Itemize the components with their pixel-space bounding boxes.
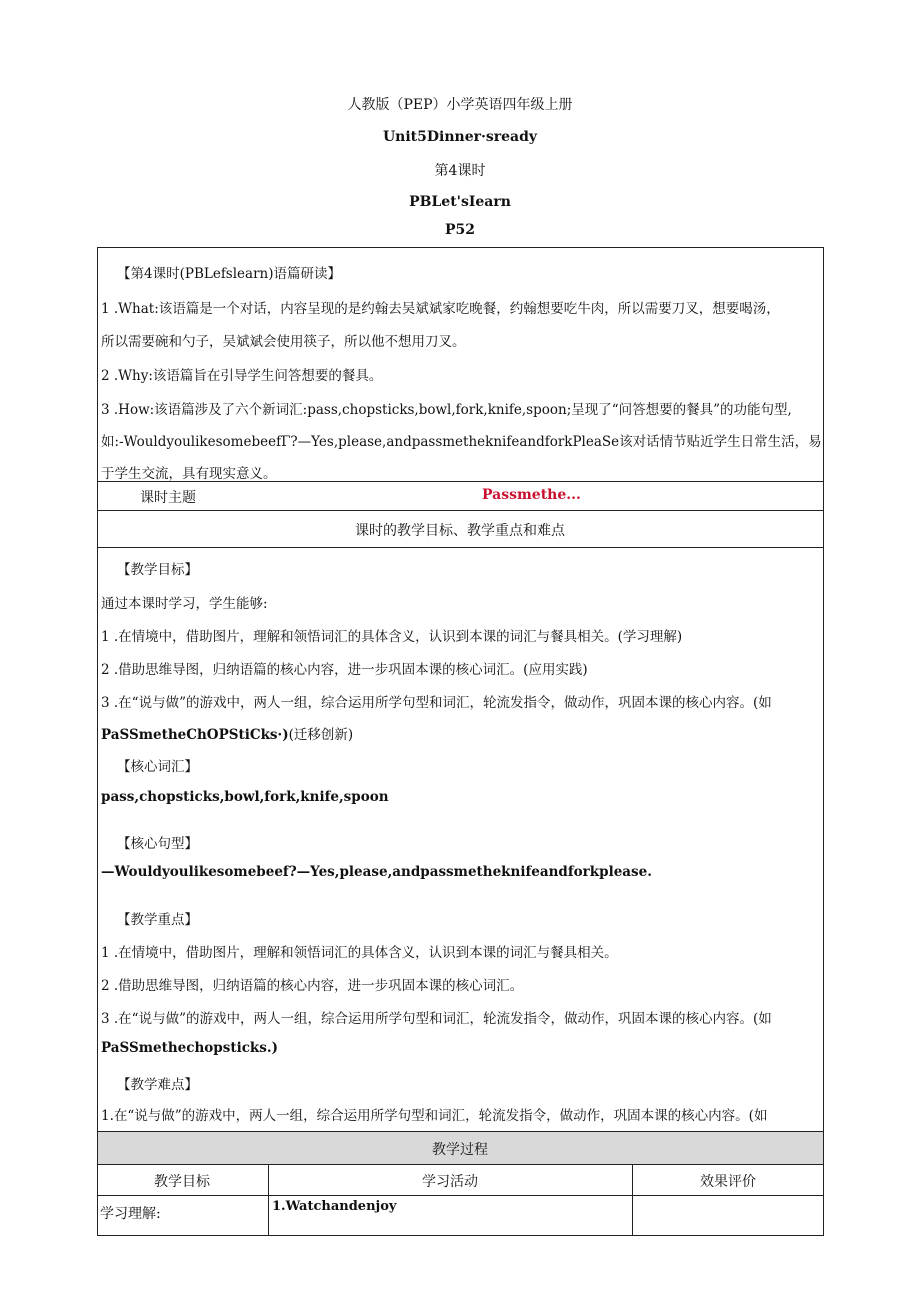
vocab-heading: 【核心词汇】 [117,759,198,775]
page-number: P52 [444,222,475,238]
table-divider [97,547,824,548]
column-header-activity: 学习活动 [422,1174,478,1190]
goal-intro: 通过本课时学习，学生能够: [101,596,268,612]
core-sentence: —Wouldyoulikesomebeef?—Yes,please,andpassmetheknifeandforkplease. [101,864,652,880]
key-item-2: 2 .借助思维导图，归纳语篇的核心内容，进一步巩固本课的核心词汇。 [101,978,524,994]
lesson-part: PBLet'sIearn [409,194,511,210]
objectives-title: 课时的教学目标、教学重点和难点 [355,523,565,539]
goal-item-3-level: (迁移创新) [288,727,354,743]
sentence-heading: 【核心句型】 [117,836,198,852]
table-divider [97,510,824,511]
topic-label: 课时主题 [140,490,196,506]
goal-item-1: 1 .在情境中，借助图片，理解和领悟词汇的具体含义，认识到本课的词汇与餐具相关。(学习理解) [101,629,683,645]
table-divider [97,481,824,482]
difficulty-item-1: 1.在“说与做”的游戏中，两人一组，综合运用所学句型和词汇，轮流发指令，做动作，巩固本课的核心内容。(如 [101,1108,768,1124]
column-separator [632,1164,633,1236]
table-cell-activity: 1.Watchandenjoy [272,1199,397,1214]
analysis-how-line3: 于学生交流，具有现实意义。 [101,466,277,482]
goal-item-3-line1: 3 .在“说与做”的游戏中，两人一组，综合运用所学句型和词汇，轮流发指令，做动作，巩固本课的核心内容。(如 [101,695,772,711]
goal-item-2: 2 .借助思维导图，归纳语篇的核心内容，进一步巩固本课的核心词汇。(应用实践) [101,662,588,678]
table-cell-goal: 学习理解: [100,1206,161,1222]
goal-item-3-example: PaSSmetheChOPStiCks·) [101,727,289,743]
difficulty-heading: 【教学难点】 [117,1077,198,1093]
analysis-what-line2: 所以需要碗和勺子，吴斌斌会使用筷子，所以他不想用刀叉。 [101,334,466,350]
key-heading: 【教学重点】 [117,912,198,928]
document-title: 人教版（PEP）小学英语四年级上册 [347,97,573,113]
lesson-number: 第4课时 [434,163,486,179]
core-vocabulary: pass,chopsticks,bowl,fork,knife,spoon [101,789,389,805]
column-header-evaluation: 效果评价 [700,1174,756,1190]
column-header-goal: 教学目标 [154,1174,210,1190]
key-item-3-line2: PaSSmethechopsticks.) [101,1040,278,1056]
analysis-what-line1: 1 .What:该语篇是一个对话，内容呈现的是约翰去吴斌斌家吃晚餐，约翰想要吃牛肉，所以需要刀叉，想要喝汤， [101,301,780,317]
key-item-3-line1: 3 .在“说与做”的游戏中，两人一组，综合运用所学句型和词汇，轮流发指令，做动作，巩固本课的核心内容。(如 [101,1011,772,1027]
analysis-heading: 【第4课时(PBLefslearn)语篇研读】 [117,266,342,282]
table-divider [97,1195,824,1196]
topic-value: Passmethe... [482,487,581,503]
key-item-1: 1 .在情境中，借助图片，理解和领悟词汇的具体含义，认识到本课的词汇与餐具相关。 [101,945,618,961]
goal-heading: 【教学目标】 [117,562,198,578]
analysis-how-line2: 如:-WouldyoulikesomebeefΓ?—Yes,please,andpassmetheknifeandforkPleaSe该对话情节贴近学生日常生活，易 [101,434,822,450]
column-separator [268,1164,269,1236]
analysis-how-line1: 3 .How:该语篇涉及了六个新词汇:pass,chopsticks,bowl,fork,knife,spoon;呈现了“问答想要的餐具”的功能句型, [101,402,792,418]
unit-title: Unit5Dinner·sready [382,129,538,145]
analysis-why: 2 .Why:该语篇旨在引导学生问答想要的餐具。 [101,368,383,384]
process-title: 教学过程 [432,1142,488,1158]
table-divider [97,1164,824,1165]
goal-item-3-line2 [97,723,828,743]
